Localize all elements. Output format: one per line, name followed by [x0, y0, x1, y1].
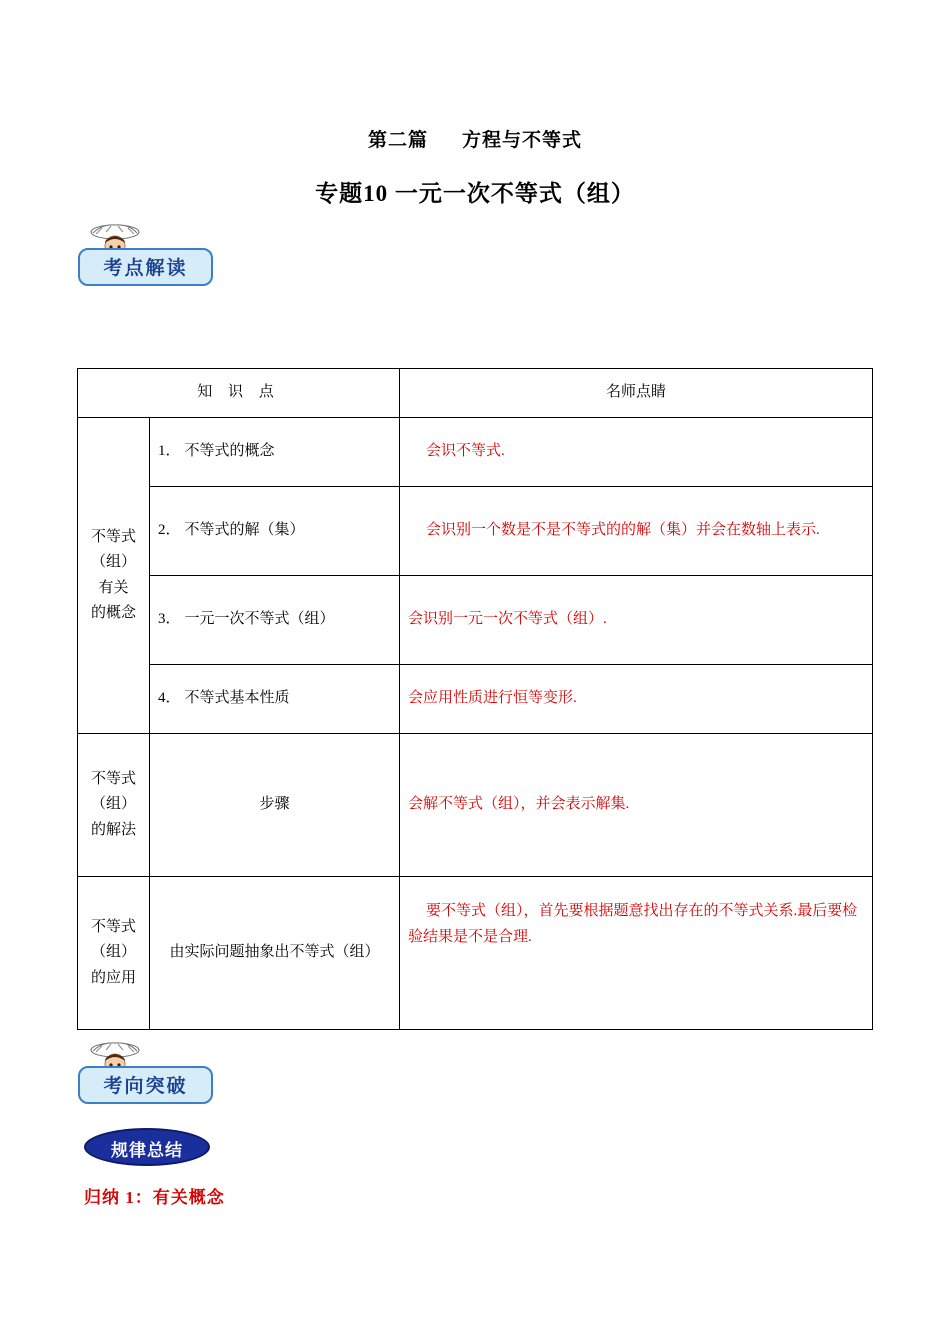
knowledge-point-text: 不等式基本性质 [184, 690, 290, 707]
section-badge-kaoxiang-tupo [78, 1040, 228, 1110]
part-title [0, 125, 950, 152]
tip-text: 要不等式（组），首先要根据题意找出存在的不等式关系.最后要检验结果是不是合理. [400, 877, 873, 1030]
knowledge-point-number: 1． [158, 443, 181, 460]
oval-badge-label: 规律总结 [111, 1141, 183, 1160]
category-line: 的应用 [90, 969, 136, 986]
knowledge-point-number: 2． [158, 522, 181, 539]
knowledge-point [150, 487, 400, 576]
knowledge-point [150, 665, 400, 734]
knowledge-point: 由实际问题抽象出不等式（组） [150, 877, 400, 1030]
table-row [78, 576, 873, 665]
category-line: 不等式 [90, 770, 136, 787]
category-line: 的概念 [90, 605, 136, 621]
knowledge-point-text: 一元一次不等式（组） [184, 611, 335, 628]
tip-text: 会解不等式（组），并会表示解集. [400, 734, 873, 877]
header-knowledge: 知 识 点 [78, 369, 400, 418]
knowledge-point-text: 不等式的概念 [184, 443, 275, 460]
table-row [78, 734, 873, 877]
category-line: （组） [90, 554, 136, 570]
category-line: （组） [90, 944, 136, 961]
topic-title: 专题10 一元一次不等式（组） [315, 181, 635, 206]
category-line: 有关 [98, 579, 129, 596]
badge-label: 考向突破 [103, 1076, 188, 1097]
category-concepts [78, 418, 150, 734]
knowledge-point [150, 418, 400, 487]
table-row [78, 877, 873, 1030]
section-badge-kaodian-jiedu [78, 222, 228, 292]
category-line: 的解法 [90, 821, 136, 838]
knowledge-table [77, 368, 873, 1030]
table-row [78, 487, 873, 576]
knowledge-point [150, 576, 400, 665]
summary-heading: 归纳 1：有关概念 [84, 1188, 225, 1207]
tip-text: 会识不等式. [400, 418, 873, 487]
tip-text: 会识别一个数是不是不等式的的解（集）并会在数轴上表示. [400, 487, 873, 576]
tip-text: 会应用性质进行恒等变形. [400, 665, 873, 734]
tip-text: 会识别一元一次不等式（组）. [400, 576, 873, 665]
header-tips: 名师点睛 [400, 369, 873, 418]
category-line: 不等式 [90, 528, 136, 545]
table-header-row [78, 369, 873, 418]
table-row [78, 418, 873, 487]
badge-label: 考点解读 [103, 258, 188, 279]
knowledge-point-number: 4． [158, 690, 181, 707]
knowledge-point-text: 不等式的解（集） [184, 522, 305, 539]
category-solution [78, 734, 150, 877]
table-row [78, 665, 873, 734]
category-line: 不等式 [90, 918, 136, 935]
part-title-right: 方程与不等式 [462, 130, 583, 151]
knowledge-point-number: 3． [158, 611, 181, 628]
part-title-left: 第二篇 [367, 130, 428, 151]
category-line: （组） [90, 796, 136, 813]
category-application [78, 877, 150, 1030]
knowledge-point: 步骤 [150, 734, 400, 877]
